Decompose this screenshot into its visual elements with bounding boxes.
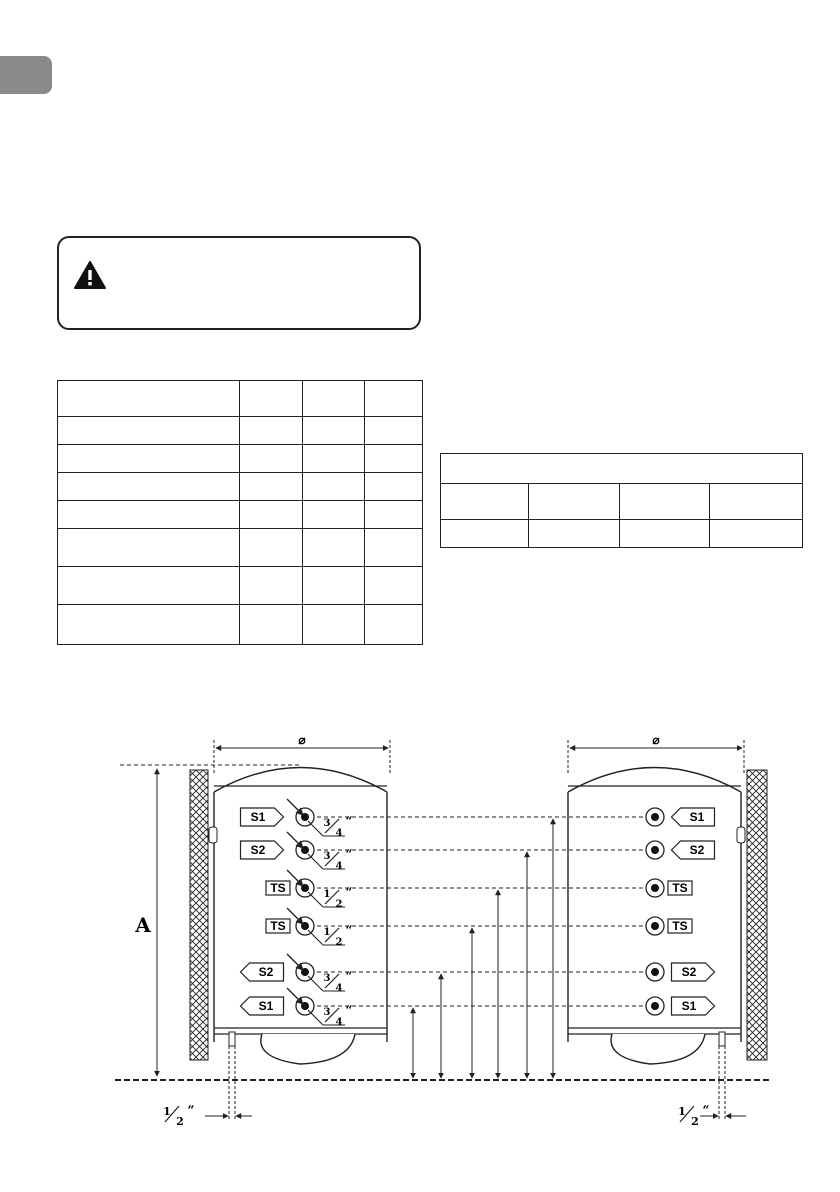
table-cell xyxy=(528,484,620,520)
left-port-size-inch-mark: “ xyxy=(345,847,353,861)
left-port-leader-tail xyxy=(308,930,323,945)
height-a-label: A xyxy=(135,913,151,937)
left-port-label: TS xyxy=(270,881,286,895)
table-cell xyxy=(58,417,240,445)
right-port-label: TS xyxy=(672,919,688,933)
left-port-size-numerator: 3 xyxy=(323,818,331,829)
left-port-leader-tail xyxy=(308,821,323,836)
left-port-size-denominator: 4 xyxy=(335,983,343,994)
left-port-leader-tail xyxy=(308,1010,323,1025)
table-cell xyxy=(365,605,423,645)
left-port-size-denominator: 4 xyxy=(335,861,343,872)
spec-table-right xyxy=(440,453,803,548)
table-cell xyxy=(239,529,303,567)
table-cell xyxy=(710,484,803,520)
table-cell xyxy=(58,473,240,501)
table-cell xyxy=(365,417,423,445)
left-port-size-numerator: 1 xyxy=(323,889,331,900)
language-tab xyxy=(0,56,52,94)
table-cell xyxy=(239,417,303,445)
table-cell xyxy=(239,473,303,501)
table-cell xyxy=(239,381,303,417)
table-cell xyxy=(303,501,365,529)
right-port-dot xyxy=(651,884,659,892)
table-cell xyxy=(303,473,365,501)
right-tank-side-fitting xyxy=(737,827,745,843)
table-cell xyxy=(365,381,423,417)
left-port-leader xyxy=(287,988,303,1004)
table-cell xyxy=(239,501,303,529)
table-cell xyxy=(303,529,365,567)
right-port-label: S1 xyxy=(689,810,705,824)
table-cell xyxy=(620,484,710,520)
table-row xyxy=(58,567,423,605)
left-port-size-inch-mark: “ xyxy=(345,1003,353,1017)
table-cell xyxy=(303,605,365,645)
left-drain-size-numerator: 1 xyxy=(163,1105,171,1118)
table-cell xyxy=(365,501,423,529)
warning-triangle-icon xyxy=(73,260,107,290)
left-diameter-symbol: ⌀ xyxy=(298,733,306,747)
table-cell xyxy=(303,381,365,417)
table-cell xyxy=(710,520,803,548)
right-tank-bottom-bulb xyxy=(611,1034,705,1064)
left-port-leader-tail xyxy=(308,892,323,907)
left-tank-bottom-bulb xyxy=(261,1034,355,1064)
right-tank-top-dome xyxy=(568,768,741,793)
right-tank-bottom-band xyxy=(568,1028,741,1034)
left-port-leader-tail xyxy=(308,854,323,869)
right-port-label: S2 xyxy=(681,965,697,979)
table-row xyxy=(58,417,423,445)
table-cell xyxy=(620,520,710,548)
table-cell xyxy=(365,473,423,501)
tank-connection-diagram xyxy=(0,700,840,1140)
table-cell xyxy=(239,445,303,473)
left-drain-size-denominator: 2 xyxy=(176,1115,184,1128)
table-cell xyxy=(303,417,365,445)
left-port-size-inch-mark: “ xyxy=(345,814,353,828)
table-cell xyxy=(239,605,303,645)
spec-table-left xyxy=(57,380,423,645)
left-port-size-inch-mark: “ xyxy=(345,885,353,899)
left-port-label: S1 xyxy=(250,810,266,824)
table-cell xyxy=(58,529,240,567)
right-port-dot xyxy=(651,968,659,976)
table-cell xyxy=(58,381,240,417)
right-port-label: S1 xyxy=(681,999,697,1013)
table-row xyxy=(441,484,803,520)
table-row xyxy=(58,445,423,473)
table-row xyxy=(58,501,423,529)
left-tank-side-fitting xyxy=(209,827,217,843)
right-drain-size-inch-mark: “ xyxy=(702,1103,710,1117)
table-row xyxy=(441,520,803,548)
table-cell xyxy=(365,445,423,473)
right-port-dot xyxy=(651,1002,659,1010)
warning-box xyxy=(57,236,421,330)
left-port-size-inch-mark: “ xyxy=(345,969,353,983)
left-port-size-denominator: 2 xyxy=(335,937,343,948)
left-wall xyxy=(190,770,208,1060)
right-port-label: S2 xyxy=(689,843,705,857)
left-port-size-numerator: 3 xyxy=(323,851,331,862)
left-port-size-denominator: 4 xyxy=(335,1017,343,1028)
left-port-label: S1 xyxy=(258,999,274,1013)
table-row xyxy=(58,605,423,645)
table-row xyxy=(58,473,423,501)
right-diameter-symbol: ⌀ xyxy=(652,733,660,747)
table-cell xyxy=(58,445,240,473)
left-tank-bottom-band xyxy=(214,1028,387,1034)
right-drain-fitting xyxy=(719,1032,725,1046)
spec-table-right-header xyxy=(441,454,803,484)
table-cell xyxy=(441,520,529,548)
right-port-label: TS xyxy=(672,881,688,895)
left-port-size-denominator: 2 xyxy=(335,899,343,910)
left-drain-fitting xyxy=(229,1032,235,1046)
table-cell xyxy=(303,445,365,473)
left-port-leader xyxy=(287,799,303,815)
table-row xyxy=(58,529,423,567)
left-port-label: S2 xyxy=(258,965,274,979)
table-cell xyxy=(365,529,423,567)
right-port-dot xyxy=(651,813,659,821)
left-port-size-inch-mark: “ xyxy=(345,923,353,937)
left-port-leader xyxy=(287,832,303,848)
table-cell xyxy=(365,567,423,605)
left-port-size-denominator: 4 xyxy=(335,828,343,839)
table-cell xyxy=(58,567,240,605)
table-cell xyxy=(303,567,365,605)
table-cell xyxy=(239,567,303,605)
left-port-leader xyxy=(287,954,303,970)
left-tank-top-dome xyxy=(214,768,387,793)
left-port-leader-tail xyxy=(308,976,323,991)
left-drain-size-inch-mark: “ xyxy=(187,1103,195,1117)
right-wall xyxy=(747,770,767,1060)
left-port-label: S2 xyxy=(250,843,266,857)
right-drain-size-numerator: 1 xyxy=(678,1105,686,1118)
right-port-dot xyxy=(651,922,659,930)
table-row xyxy=(58,381,423,417)
table-cell xyxy=(441,484,529,520)
table-cell xyxy=(58,501,240,529)
table-cell xyxy=(528,520,620,548)
left-port-size-numerator: 1 xyxy=(323,927,331,938)
left-port-size-numerator: 3 xyxy=(323,973,331,984)
right-drain-size-denominator: 2 xyxy=(691,1115,699,1128)
left-port-label: TS xyxy=(270,919,286,933)
left-port-size-numerator: 3 xyxy=(323,1007,331,1018)
table-cell xyxy=(58,605,240,645)
right-port-dot xyxy=(651,846,659,854)
